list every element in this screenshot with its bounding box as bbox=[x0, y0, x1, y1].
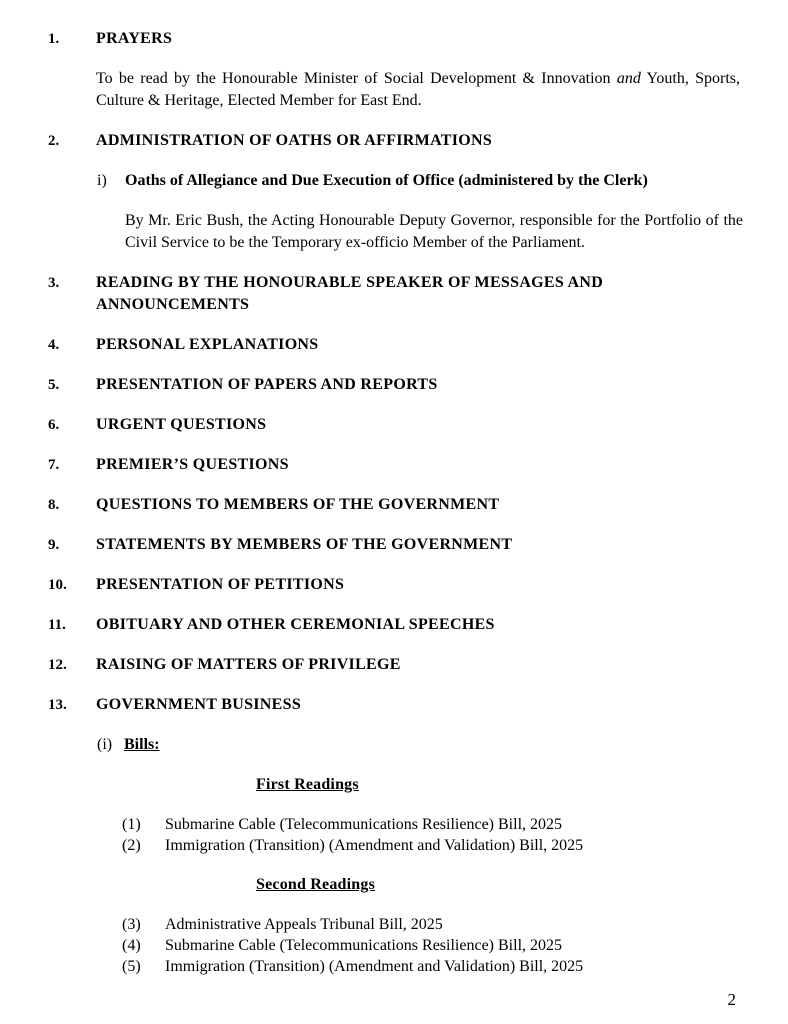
bill-number: (1) bbox=[122, 816, 141, 833]
item-title: PREMIER’S QUESTIONS bbox=[96, 456, 289, 473]
item-title: ADMINISTRATION OF OATHS OR AFFIRMATIONS bbox=[96, 132, 493, 149]
agenda-item-reading-messages bbox=[48, 272, 740, 316]
item-title: READING BY THE HONOURABLE SPEAKER OF MESSAGES AND ANNOUNCEMENTS bbox=[96, 274, 604, 313]
sub-item-title: Bills: bbox=[124, 736, 160, 753]
agenda-item-premiers-questions bbox=[48, 454, 740, 476]
item-number: 12. bbox=[48, 657, 67, 673]
item-title: PERSONAL EXPLANATIONS bbox=[96, 336, 319, 353]
agenda-item-government-business bbox=[48, 694, 740, 716]
item-title: GOVERNMENT BUSINESS bbox=[96, 696, 302, 713]
agenda-item-obituary-speeches bbox=[48, 614, 740, 636]
prayers-paragraph bbox=[96, 68, 740, 112]
prayers-text-before: To be read by the Honourable Minister of Social Development & Innovation bbox=[96, 70, 617, 87]
item-number: 4. bbox=[48, 337, 60, 353]
agenda-item-oaths bbox=[48, 130, 740, 152]
agenda-item-statements-by-members bbox=[48, 534, 740, 556]
sub-item-title: Oaths of Allegiance and Due Execution of Office (administered by the Clerk) bbox=[125, 172, 648, 189]
sub-item-number: (i) bbox=[97, 736, 113, 753]
bill-number: (4) bbox=[122, 937, 141, 954]
bill-row bbox=[122, 835, 740, 856]
item-title: URGENT QUESTIONS bbox=[96, 416, 267, 433]
prayers-text-italic: and bbox=[616, 70, 641, 87]
bill-row bbox=[122, 814, 740, 835]
bill-row bbox=[122, 914, 740, 935]
bill-number: (5) bbox=[122, 958, 141, 975]
prayers-text-after: Youth, Sports, Culture & Heritage, Elected Member for East End. bbox=[96, 70, 741, 109]
second-readings-heading-row bbox=[256, 874, 740, 896]
second-readings-bill-list bbox=[48, 914, 740, 977]
item-title: PRESENTATION OF PAPERS AND REPORTS bbox=[96, 376, 438, 393]
item-title: STATEMENTS BY MEMBERS OF THE GOVERNMENT bbox=[96, 536, 513, 553]
bill-number: (3) bbox=[122, 916, 141, 933]
agenda-item-urgent-questions bbox=[48, 414, 740, 436]
item-number: 2. bbox=[48, 133, 60, 149]
bill-title: Submarine Cable (Telecommunications Resilience) Bill, 2025 bbox=[165, 937, 563, 954]
agenda-item-personal-explanations bbox=[48, 334, 740, 356]
item-number: 6. bbox=[48, 417, 60, 433]
first-readings-bill-list bbox=[48, 814, 740, 856]
item-number: 1. bbox=[48, 31, 60, 47]
item-title: PRESENTATION OF PETITIONS bbox=[96, 576, 345, 593]
item-title: RAISING OF MATTERS OF PRIVILEGE bbox=[96, 656, 401, 673]
item-number: 5. bbox=[48, 377, 60, 393]
page-number: 2 bbox=[727, 990, 736, 1009]
bill-title: Submarine Cable (Telecommunications Resilience) Bill, 2025 bbox=[165, 816, 563, 833]
item-number: 7. bbox=[48, 457, 60, 473]
oaths-paragraph: By Mr. Eric Bush, the Acting Honourable Deputy Governor, responsible for the Portfolio of the Civil Service to be the Temporary ex-officio Member of the Parliament. bbox=[125, 212, 743, 251]
bill-row bbox=[122, 935, 740, 956]
first-readings-heading-row bbox=[256, 774, 740, 796]
bill-title: Immigration (Transition) (Amendment and Validation) Bill, 2025 bbox=[165, 837, 584, 854]
item-title: QUESTIONS TO MEMBERS OF THE GOVERNMENT bbox=[96, 496, 500, 513]
item-number: 8. bbox=[48, 497, 60, 513]
agenda-item-questions-to-members bbox=[48, 494, 740, 516]
bills-sub-item bbox=[97, 734, 740, 756]
bill-title: Immigration (Transition) (Amendment and Validation) Bill, 2025 bbox=[165, 958, 584, 975]
sub-item-number: i) bbox=[97, 172, 107, 189]
item-number: 13. bbox=[48, 697, 67, 713]
agenda-item-matters-of-privilege bbox=[48, 654, 740, 676]
item-title: OBITUARY AND OTHER CEREMONIAL SPEECHES bbox=[96, 616, 495, 633]
bill-row bbox=[122, 956, 740, 977]
item-number: 10. bbox=[48, 577, 67, 593]
item-number: 11. bbox=[48, 617, 66, 633]
item-title: PRAYERS bbox=[96, 30, 173, 47]
section-heading-second-readings: Second Readings bbox=[256, 876, 376, 893]
item-number: 3. bbox=[48, 275, 60, 291]
item-number: 9. bbox=[48, 537, 60, 553]
agenda-item-petitions bbox=[48, 574, 740, 596]
agenda-item-prayers bbox=[48, 28, 740, 50]
agenda-item-papers-reports bbox=[48, 374, 740, 396]
bill-number: (2) bbox=[122, 837, 141, 854]
oaths-sub-item bbox=[97, 170, 740, 192]
section-heading-first-readings: First Readings bbox=[256, 776, 359, 793]
bill-title: Administrative Appeals Tribunal Bill, 2025 bbox=[165, 916, 443, 933]
